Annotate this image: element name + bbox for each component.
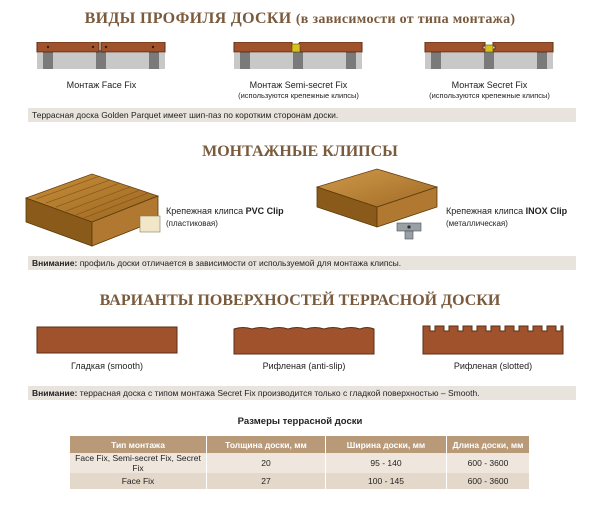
section2-title: МОНТАЖНЫЕ КЛИПСЫ [202,143,398,160]
joist [96,50,106,69]
clip [292,44,300,52]
table-cell: Face Fix [70,473,207,489]
table-cell: 600 - 3600 [447,473,530,489]
joist [346,50,356,69]
profile-label: Монтаж Secret Fix [451,80,528,90]
table-header-cell: Длина доски, мм [447,436,530,453]
section1-title [0,10,600,28]
section1-title-sub: (в зависимости от типа монтажа) [295,12,516,27]
surface-anti-slip-diagram [233,326,375,356]
table-cell: 95 - 140 [326,453,447,473]
section2-note [28,256,576,270]
clip-label-prefix: Крепежная клипса [166,206,246,216]
clip [485,45,493,52]
joist [240,50,250,69]
screw [47,46,49,48]
joist [293,50,303,69]
joist [43,50,53,69]
profile-label: Монтаж Semi-secret Fix [249,80,348,90]
section3-note [28,386,576,400]
table-cell: 20 [207,453,326,473]
clip-sublabel: (пластиковая) [166,219,218,228]
joist [431,50,441,69]
surface-anti-slip-caption: Рифленая (anti-slip) [262,361,346,371]
screw [152,46,154,48]
table-header-cell: Толщина доски, мм [207,436,326,453]
clip-label-prefix: Крепежная клипса [446,206,526,216]
profile-semi-secret-diagram [230,42,367,72]
screw [92,46,94,48]
inox-clip-caption [446,205,567,230]
joist [149,50,159,69]
pvc-clip-caption [166,205,284,230]
board [425,42,485,52]
table-header-cell: Тип монтажа [70,436,207,453]
clip-name: INOX Clip [525,206,568,216]
surface-slotted-diagram [422,324,564,356]
table-row [70,473,530,489]
profile-face-fix-caption [33,80,170,90]
note-bold: Внимание: [32,388,78,398]
section3-title: ВАРИАНТЫ ПОВЕРХНОСТЕЙ ТЕРРАСНОЙ ДОСКИ [99,292,501,309]
table-title: Размеры террасной доски [237,416,363,427]
table-header-row [70,436,530,453]
clip-name: PVC Clip [245,206,284,216]
board [234,42,296,52]
table-cell: 27 [207,473,326,489]
joist [484,50,494,69]
profile-label: Монтаж Face Fix [66,80,137,90]
clip-sublabel: (металлическая) [446,219,508,228]
note-bold: Внимание: [32,258,78,268]
inox-clip-board-image [313,165,441,247]
section1-title-main: ВИДЫ ПРОФИЛЯ ДОСКИ [84,10,292,27]
table-cell: 100 - 145 [326,473,447,489]
profile-sublabel: (используются крепежные клипсы) [429,91,550,100]
surface-smooth-caption: Гладкая (smooth) [71,361,143,371]
section1-note: Террасная доска Golden Parquet имеет шип-паз по коротким сторонам доски. [28,108,576,122]
table-cell: Face Fix, Semi-secret Fix, Secret Fix [70,453,207,473]
table-header-cell: Ширина доски, мм [326,436,447,453]
surface-slotted-caption: Рифленая (slotted) [453,361,533,371]
profile-face-fix-diagram [33,42,170,72]
dimensions-table [70,436,530,489]
profile-secret-diagram [421,42,558,72]
table-cell: 600 - 3600 [447,453,530,473]
surface-smooth-diagram [36,326,178,356]
note-text: террасная доска с типом монтажа Secret Fix производится только с гладкой поверхностью – Smooth. [77,388,480,398]
board [101,42,165,52]
board [37,42,99,52]
profile-sublabel: (используются крепежные клипсы) [238,91,359,100]
table-row [70,453,530,473]
board [296,42,362,52]
pvc-clip-board-image [22,170,162,250]
board [493,42,553,52]
profile-semi-secret-caption [220,80,377,100]
joist [537,50,547,69]
screw [105,46,107,48]
profile-secret-caption [411,80,568,100]
note-text: профиль доски отличается в зависимости от используемой для монтажа клипсы. [77,258,402,268]
